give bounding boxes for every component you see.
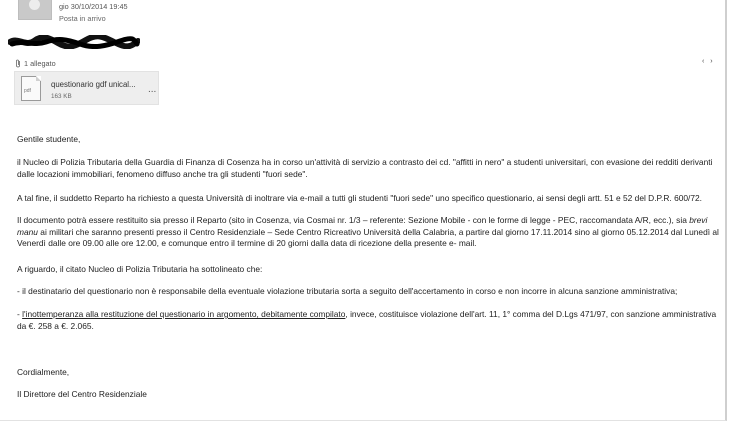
- message-nav-arrows[interactable]: ‹ ›: [702, 58, 715, 65]
- paragraph-4: A riguardo, il citato Nucleo di Polizia Tributaria ha sottolineato che:: [17, 264, 263, 274]
- paragraph-3: Il documento potrà essere restituito sia presso il Reparto (sito in Cosenza, via Cosmai nr. 1/3 – referente: Sezione Mobile - con le forme di legge - PEC, raccomandata A/R, ecc.), sia brevi manu ai militari che saranno presenti presso il Centro Residenziale – Sede Centro Ricreativo Università della Calabria, a partire dal giorno 17.11.2014 sino al giorno 05.12.2014 dal Lunedì al Venerdì dalle ore 09.00 alle ore 12.00, e comunque entro il termine di 20 giorni dalla data di ricezione della presente e- mail.: [17, 215, 719, 249]
- attachment-card[interactable]: [14, 71, 159, 105]
- attachment-file-name: questionario gdf unical...: [51, 80, 136, 89]
- paragraph-2: A tal fine, il suddetto Reparto ha richiesto a questa Università di inoltrare via e-mail a tutti gli studenti "fuori sede" uno specifico questionario, ai sensi degli artt. 51 e 52 del D.P.R. 600/72.: [17, 193, 703, 203]
- sender-avatar[interactable]: [18, 0, 52, 20]
- message-folder: Posta in arrivo: [59, 14, 106, 23]
- file-type-label: pdf: [24, 88, 31, 94]
- paragraph-1: il Nucleo di Polizia Tributaria della Guardia di Finanza di Cosenza ha in corso un'attività di servizio a contrasto dei cd. "affitti in nero" a studenti universitari, con evasione dei redditi derivanti dalle locazioni immobiliari, fenomeno diffuso anche tra gli studenti "fuori sede".: [17, 157, 713, 179]
- attachment-more-button[interactable]: ...: [148, 84, 157, 95]
- signature: Il Direttore del Centro Residenziale: [17, 389, 147, 399]
- avatar-placeholder-icon: [29, 0, 40, 10]
- pdf-file-icon: [21, 76, 41, 101]
- paragraph-5: - il destinatario del questionario non è responsabile della eventuale violazione tributaria sorta a seguito dell'accertamento in corso e non incorre in alcuna sanzione amministrativa;: [17, 286, 678, 296]
- paragraph-6: - l'inottemperanza alla restituzione del questionario in argomento, debitamente compilato, invece, costituisce violazione dell'art. 11, 1° comma del D.Lgs 471/97, con sanzione amministrativa da €. 258 a €. 2.065.: [17, 309, 717, 331]
- message-date: gio 30/10/2014 19:45: [59, 2, 128, 11]
- attachments-count-label: 1 allegato: [24, 59, 56, 68]
- italic-phrase: brevi manu: [17, 215, 708, 237]
- redacted-sender-scribble: [8, 35, 140, 49]
- closing: Cordialmente,: [17, 367, 70, 377]
- paperclip-icon: [15, 59, 21, 68]
- underlined-link-text[interactable]: l'inottemperanza alla restituzione del questionario in argomento, debitamente compilato: [22, 309, 346, 319]
- attachment-file-size: 163 KB: [51, 93, 72, 100]
- attachments-count: [15, 59, 56, 68]
- greeting: Gentile studente,: [17, 134, 81, 144]
